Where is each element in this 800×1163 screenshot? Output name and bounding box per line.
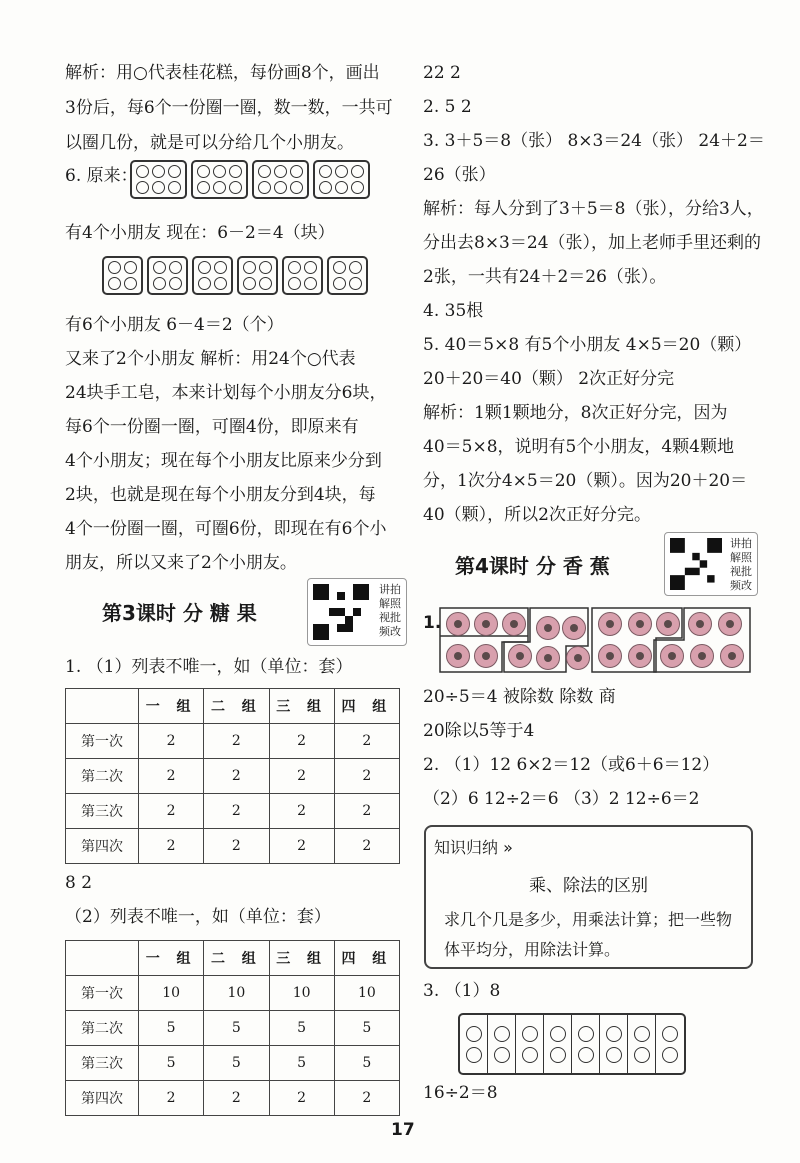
knowledge-box — [424, 825, 753, 969]
flower-icon — [628, 644, 652, 668]
flower-icon — [660, 644, 684, 668]
circle-group — [237, 256, 278, 295]
circle-group — [252, 160, 309, 199]
grid-cell — [516, 1015, 544, 1073]
flower-icon — [718, 612, 742, 636]
text-line: 2块，也就是现在每个小朋友分到4块，每 — [65, 485, 376, 505]
qr-code-icon — [670, 538, 722, 590]
text-line: 分，1次分4×5＝20（颗）。因为20＋20＝ — [423, 471, 748, 491]
circle-group — [313, 160, 370, 199]
text-line: 4. 35根 — [423, 301, 484, 321]
q1-label: 1. — [423, 613, 442, 633]
grid-cell — [544, 1015, 572, 1073]
table-header: 二 组 — [204, 941, 269, 976]
now-boxes — [102, 256, 368, 295]
qr-card[interactable] — [664, 532, 758, 596]
circle-group — [327, 256, 368, 295]
flower-icon — [688, 612, 712, 636]
qr-card[interactable] — [307, 578, 407, 646]
text-line: 4个小朋友；现在每个小朋友比原来少分到 — [65, 451, 382, 471]
table-header: 三 组 — [269, 941, 334, 976]
table-row: 第二次 5 5 5 5 — [66, 1011, 400, 1046]
text-line: 3份后，每6个一份圈一圈，数一数，一共可 — [65, 98, 393, 118]
table-header: 四 组 — [334, 941, 399, 976]
text-line: 20＋20＝40（颗） 2次正好分完 — [423, 369, 675, 389]
circle-grid — [458, 1013, 686, 1075]
flower-icon — [446, 644, 470, 668]
table-row: 第二次 2 2 2 2 — [66, 759, 400, 794]
flower-groups — [438, 606, 752, 674]
table-row: 第三次 5 5 5 5 — [66, 1046, 400, 1081]
text-line: 2. 5 2 — [423, 97, 472, 117]
table-header — [66, 689, 139, 724]
flower-icon — [474, 612, 498, 636]
text-line: 有4个小朋友 现在：6－2＝4（块） — [65, 223, 335, 243]
grid-cell — [572, 1015, 600, 1073]
q3-label: 3. （1）8 — [423, 981, 501, 1001]
q2-label: （2）列表不唯一，如（单位：套） — [65, 907, 331, 927]
circle-group — [130, 160, 187, 199]
text-line: 8 2 — [65, 873, 93, 893]
text-line: 解析：用○代表桂花糕，每份画8个，画出 — [65, 63, 380, 83]
table-header: 三 组 — [269, 689, 334, 724]
grid-cell — [488, 1015, 516, 1073]
table-2 — [65, 940, 400, 1116]
table-header: 一 组 — [139, 689, 204, 724]
qr-code-icon — [313, 584, 369, 640]
grid-cell — [656, 1015, 684, 1073]
original-boxes — [130, 160, 370, 199]
table-row: 第四次 2 2 2 2 — [66, 1081, 400, 1116]
table-header: 二 组 — [204, 689, 269, 724]
text-line: 3. 3＋5＝8（张） 8×3＝24（张） 24＋2＝ — [423, 131, 765, 151]
flower-icon — [508, 644, 532, 668]
text-line: （2）6 12÷2＝6 （3）2 12÷6＝2 — [423, 789, 700, 809]
flower-icon — [536, 616, 560, 640]
text-line: 40（颗），所以2次正好分完。 — [423, 505, 651, 525]
circle-group — [147, 256, 188, 295]
table-row: 第一次 2 2 2 2 — [66, 724, 400, 759]
knowledge-title: 乘、除法的区别 — [529, 876, 648, 896]
text-line: 2. （1）12 6×2＝12（或6＋6＝12） — [423, 755, 720, 775]
circle-group — [282, 256, 323, 295]
q1-label: 1. （1）列表不唯一，如（单位：套） — [65, 657, 353, 677]
knowledge-body: 求几个几是多少，用乘法计算；把一些物体平均分，用除法计算。 — [444, 910, 733, 959]
circle-group — [192, 256, 233, 295]
grid-cell — [628, 1015, 656, 1073]
text-line: 解析：每人分到了3＋5＝8（张），分给3人， — [423, 199, 764, 219]
text-line: 又来了2个小朋友 解析：用24个○代表 — [65, 349, 356, 369]
flower-icon — [536, 646, 560, 670]
text-line: 5. 40＝5×8 有5个小朋友 4×5＝20（颗） — [423, 335, 752, 355]
text-line: 16÷2＝8 — [423, 1083, 498, 1103]
text-line: 20÷5＝4 被除数 除数 商 — [423, 687, 616, 707]
text-line: 40＝5×8，说明有5个小朋友，4颗4颗地 — [423, 437, 734, 457]
circle-group — [191, 160, 248, 199]
page-number: 17 — [391, 1120, 415, 1140]
table-row: 第三次 2 2 2 2 — [66, 794, 400, 829]
text-line: 朋友，所以又来了2个小朋友。 — [65, 553, 297, 573]
flower-icon — [566, 646, 590, 670]
flower-icon — [502, 612, 526, 636]
lesson4-title: 第4课时 分 香 蕉 — [455, 554, 610, 578]
qr-label: 讲拍解照视批频改 — [730, 537, 752, 592]
table-header: 四 组 — [334, 689, 399, 724]
flower-icon — [598, 612, 622, 636]
table-row: 第一次 10 10 10 10 — [66, 976, 400, 1011]
text-line: 有6个小朋友 6－4＝2（个） — [65, 315, 284, 335]
text-line: 4个一份圈一圈，可圈6份，即现在有6个小 — [65, 519, 387, 539]
lesson3-title: 第3课时 分 糖 果 — [102, 601, 257, 625]
flower-icon — [446, 612, 470, 636]
flower-icon — [690, 644, 714, 668]
text-line: 分出去8×3＝24（张），加上老师手里还剩的 — [423, 233, 762, 253]
table-header: 一 组 — [139, 941, 204, 976]
knowledge-heading: 知识归纳 » — [434, 838, 513, 857]
circle-group — [102, 256, 143, 295]
flower-icon — [562, 616, 586, 640]
text-line: 24块手工皂，本来计划每个小朋友分6块， — [65, 383, 387, 403]
flower-icon — [598, 644, 622, 668]
flower-icon — [720, 644, 744, 668]
text-line: 26（张） — [423, 165, 496, 185]
text-line: 2张，一共有24＋2＝26（张）。 — [423, 267, 667, 287]
grid-cell — [600, 1015, 628, 1073]
qr-label: 讲拍解照视批频改 — [379, 583, 401, 638]
flower-icon — [656, 612, 680, 636]
text-line: 20除以5等于4 — [423, 721, 535, 741]
text-line: 每6个一份圈一圈，可圈4份，即原来有 — [65, 417, 359, 437]
flower-icon — [628, 612, 652, 636]
text-line: 以圈几份，就是可以分给几个小朋友。 — [65, 133, 354, 153]
text-line: 解析：1颗1颗地分，8次正好分完，因为 — [423, 403, 728, 423]
table-header — [66, 941, 139, 976]
text-line: 22 2 — [423, 63, 461, 83]
flower-icon — [474, 644, 498, 668]
grid-cell — [460, 1015, 488, 1073]
table-1 — [65, 688, 400, 864]
q6-label: 6. 原来： — [65, 166, 138, 186]
table-row: 第四次 2 2 2 2 — [66, 829, 400, 864]
